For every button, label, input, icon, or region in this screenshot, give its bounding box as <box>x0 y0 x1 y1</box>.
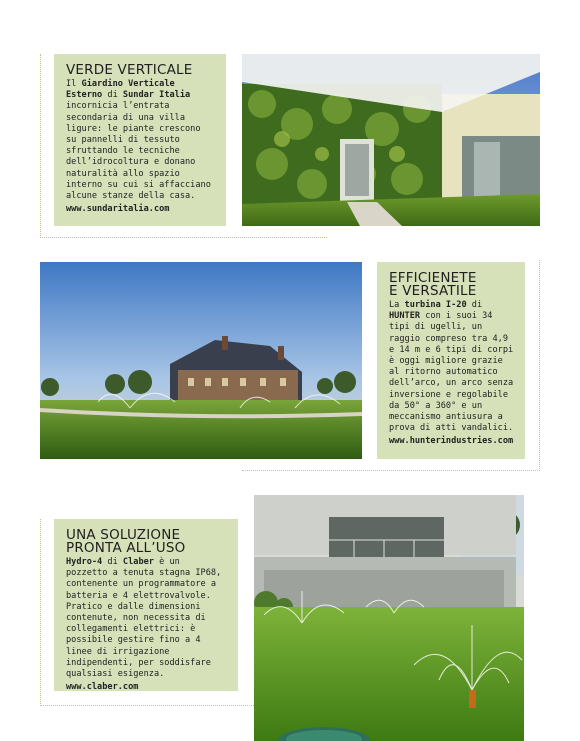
section-title: EFFICIENETE E VERSATILE <box>389 270 477 299</box>
website-link[interactable]: www.claber.com <box>66 682 139 693</box>
section-body: La turbina I-20 di HUNTER con i suoi 34 tipi di ugelli, un raggio compreso tra 4,9 e 14 m e 6 tipi di corpi è oggi migliore grazie al ritorno automatico dell’arco, un arco senza inversione e regolabile da 50° a 360° e un meccanismo antiusura a prova di atti vandalici. www.hunterindustries.com <box>389 300 514 447</box>
vertical-garden-photo <box>242 54 540 226</box>
section-title: VERDE VERTICALE <box>66 62 193 78</box>
website-link[interactable]: www.hunterindustries.com <box>389 436 514 447</box>
verde-verticale-box <box>54 54 226 226</box>
efficienete-e-versatile-box <box>377 262 525 459</box>
section-title: UNA SOLUZIONE PRONTA ALL’USO <box>66 527 186 556</box>
section-body: Hydro-4 di Claber è un pozzetto a tenuta stagna IP68, contenente un programmatore a batteria e 4 elettrovalvole. Pratico e dalle dimensioni contenute, non necessita di collegamenti elettrici: è possibile gestire fino a 4 linee di irrigazione indipendenti, per soddisfare qualsiasi esigenza. www.claber.com <box>66 557 226 693</box>
soluzione-pronta-box <box>54 519 238 691</box>
website-link[interactable]: www.sundaritalia.com <box>66 204 170 215</box>
modern-house-sprinkler-photo <box>254 495 524 741</box>
section-body: Il Giardino Verticale Esterno di Sundar Italia incornicia l’entrata secondaria di una villa ligure: le piante crescono su pannelli di tessuto sfruttando le tecniche dell’idrocoltura e donano naturalità allo spazio interno su cui si affacciano alcune stanze della casa. www.sundaritalia.com <box>66 79 214 215</box>
villa-sprinkler-photo <box>40 262 362 459</box>
